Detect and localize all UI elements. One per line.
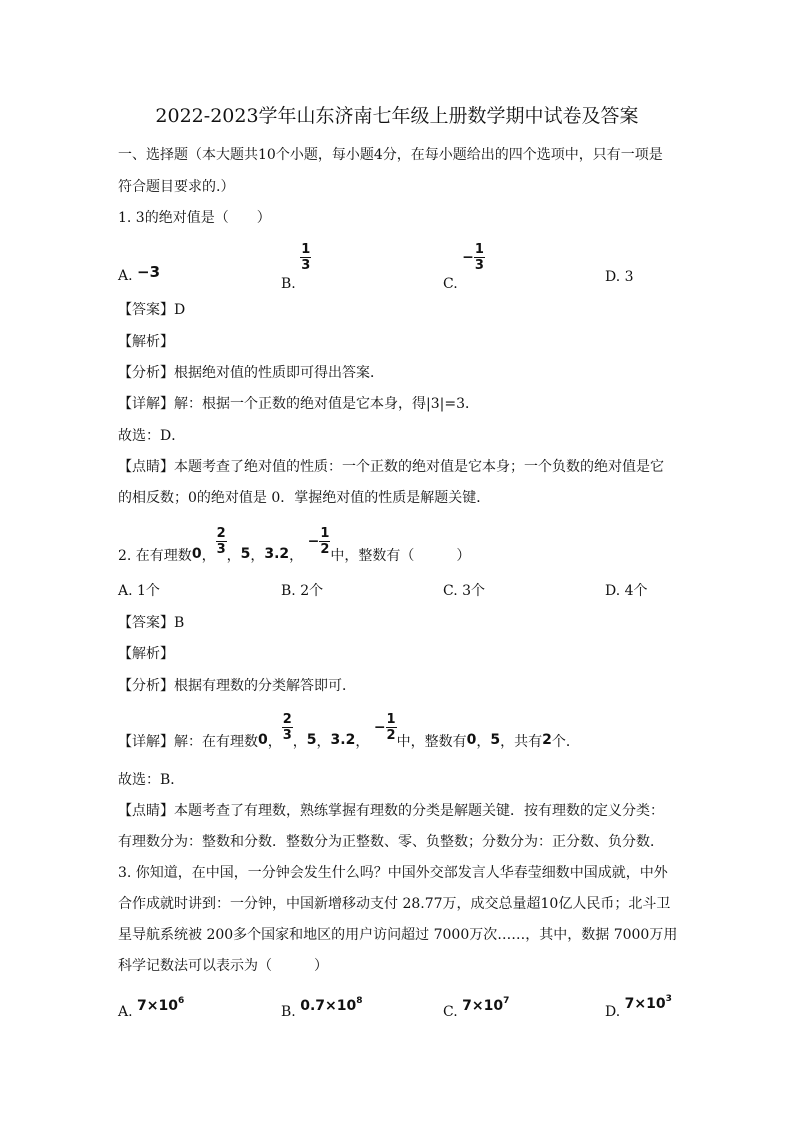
q3-option-b <box>281 992 363 1020</box>
text: 中，整数有 <box>396 733 467 750</box>
q3-stem-line-3: 星导航系统被 200多个国家和地区的用户访问超过 7000万次……，其中，数据 7000万用 <box>118 927 678 943</box>
exponent: 3 <box>665 994 672 1004</box>
q1-analysis-heading: 【解析】 <box>118 334 174 350</box>
q3-stem-line-4: 科学记数法可以表示为（ ） <box>118 958 328 974</box>
denominator: 3 <box>301 258 311 273</box>
text: 【详解】解：在有理数 <box>118 733 258 750</box>
option-label: C. <box>443 275 458 292</box>
denominator: 3 <box>216 542 226 557</box>
sci-notation-base: 7×10 <box>137 998 178 1014</box>
sci-notation-base: 7×10 <box>624 996 666 1012</box>
fraction-2-3 <box>282 712 293 743</box>
denominator: 2 <box>320 542 330 557</box>
exponent: 7 <box>503 996 510 1006</box>
option-label: A. <box>118 268 133 284</box>
fraction <box>474 242 485 273</box>
q2-guxuan: 故选：B． <box>118 772 185 788</box>
numerator: 2 <box>216 526 226 541</box>
separator: ， <box>289 547 304 564</box>
number-0: 0 <box>466 731 477 748</box>
number-5: 5 <box>306 731 317 748</box>
minus-sign: − <box>373 719 386 736</box>
denominator: 3 <box>474 258 484 273</box>
q2-option-a: A. 1个 <box>118 583 160 599</box>
q3-option-c <box>443 992 510 1020</box>
option-label: D. <box>605 269 621 285</box>
q1-fenxi: 【分析】根据绝对值的性质即可得出答案． <box>118 365 384 381</box>
sci-notation-base: 0.7×10 <box>300 998 357 1014</box>
separator: ， <box>316 733 331 750</box>
fraction <box>300 242 311 273</box>
count-value: 2 <box>542 731 552 748</box>
option-label: A. <box>118 1004 133 1020</box>
stem-text: 中，整数有（ ） <box>330 547 471 564</box>
denominator: 2 <box>386 728 396 743</box>
q2-analysis-heading: 【解析】 <box>118 646 174 662</box>
q1-option-b <box>281 242 311 292</box>
section-heading-line-2: 符合题目要求的.） <box>118 179 235 195</box>
q2-stem <box>118 526 471 564</box>
numerator: 1 <box>320 526 330 541</box>
separator: ， <box>355 733 370 750</box>
q1-dianjing-line-2: 的相反数；0的绝对值是 0．掌握绝对值的性质是解题关键． <box>118 490 491 506</box>
q2-xiangjie <box>118 712 580 750</box>
number-5: 5 <box>490 731 501 748</box>
exponent: 6 <box>177 996 185 1006</box>
denominator: 3 <box>282 728 292 743</box>
stem-text: 2. 在有理数 <box>118 547 192 564</box>
q2-option-d: D. 4个 <box>605 583 648 599</box>
q3-option-a <box>118 992 185 1020</box>
text: 个． <box>551 733 580 750</box>
fraction-2-3 <box>216 526 227 557</box>
q1-guxuan: 故选：D． <box>118 428 186 444</box>
page-title: 2022-2023学年山东济南七年级上册数学期中试卷及答案 <box>155 105 639 127</box>
q1-option-c <box>443 242 485 292</box>
minus-sign: − <box>307 533 320 550</box>
q2-answer: 【答案】B <box>118 615 185 631</box>
q1-answer: 【答案】D <box>118 302 186 318</box>
minus-sign: − <box>462 249 474 266</box>
q2-option-b: B. 2个 <box>281 583 324 599</box>
q3-stem-line-2: 合作成就时讲到：一分钟，中国新增移动支付 28.77万，成交总量超10亿人民币；北斗卫 <box>118 896 671 912</box>
q1-dianjing-line-1: 【点睛】本题考查了绝对值的性质：一个正数的绝对值是它本身；一个负数的绝对值是它 <box>118 459 664 475</box>
text: ，共有 <box>500 733 543 750</box>
numerator: 2 <box>282 712 292 727</box>
separator: ， <box>267 733 282 750</box>
section-heading-line-1: 一、选择题（本大题共10个小题，每小题4分，在每小题给出的四个选项中，只有一项是 <box>118 147 663 163</box>
number-0: 0 <box>258 731 268 748</box>
separator: ， <box>201 547 216 564</box>
q1-option-a <box>118 263 161 285</box>
separator: ， <box>292 733 307 750</box>
q3-option-d <box>605 990 672 1020</box>
q2-fenxi: 【分析】根据有理数的分类解答即可． <box>118 678 356 694</box>
option-value: −3 <box>137 263 161 281</box>
numerator: 1 <box>474 242 484 257</box>
numerator: 1 <box>386 712 396 727</box>
exponent: 8 <box>356 996 363 1006</box>
number-3-2: 3.2 <box>330 731 356 748</box>
separator: ， <box>476 733 491 750</box>
fraction-neg-1-2 <box>386 712 397 743</box>
q1-xiangjie: 【详解】解：根据一个正数的绝对值是它本身，得|3|=3． <box>118 396 479 412</box>
number-5: 5 <box>240 545 251 562</box>
q1-stem: 1. 3的绝对值是（ ） <box>118 210 271 226</box>
q2-option-c: C. 3个 <box>443 583 486 599</box>
q1-option-d <box>605 268 634 286</box>
separator: ， <box>250 547 265 564</box>
number-3-2: 3.2 <box>264 545 290 562</box>
option-label: D. <box>605 1004 621 1020</box>
q2-dianjing-line-1: 【点睛】本题考查了有理数，熟练掌握有理数的分类是解题关键．按有理数的定义分类： <box>118 803 664 819</box>
q2-dianjing-line-2: 有理数分为：整数和分数．整数分为正整数、零、负整数；分数分为：正分数、负分数． <box>118 834 664 850</box>
separator: ， <box>226 547 241 564</box>
option-label: B. <box>281 275 296 292</box>
option-value: 3 <box>624 269 634 285</box>
numerator: 1 <box>301 242 311 257</box>
sci-notation-base: 7×10 <box>462 998 504 1014</box>
option-label: B. <box>281 1004 296 1020</box>
number-0: 0 <box>191 545 202 562</box>
fraction-neg-1-2 <box>319 526 330 557</box>
option-label: C. <box>443 1004 458 1020</box>
q3-stem-line-1: 3. 你知道，在中国，一分钟会发生什么吗？中国外交部发言人华春莹细数中国成就，中外 <box>118 865 668 881</box>
